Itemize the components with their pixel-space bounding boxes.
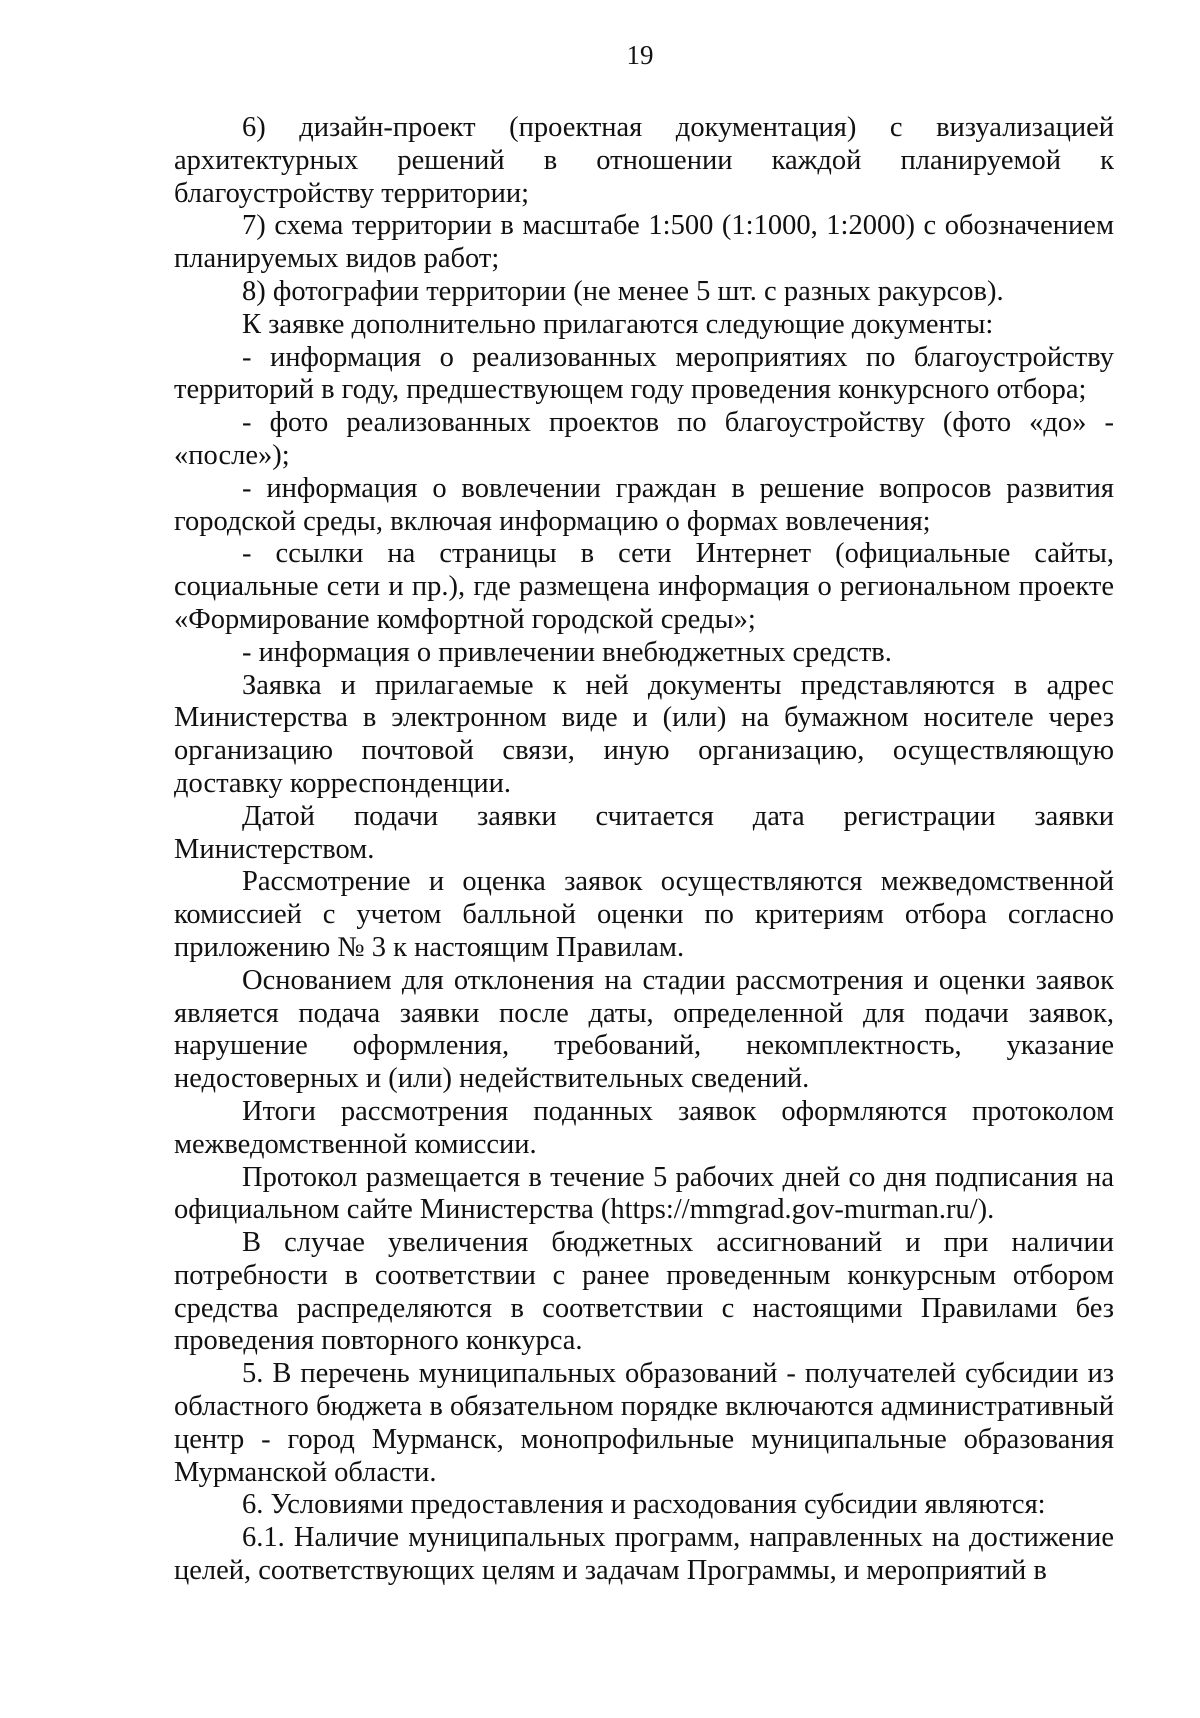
- paragraph-budget-increase: В случае увеличения бюджетных ассигнований и при наличии потребности в соответствии с ранее проведенным конкурсным отбором средства распределяются в соответствии с настоящими Правилами без проведения повторного конкурса.: [174, 1227, 1114, 1357]
- list-item-internet-links: - ссылки на страницы в сети Интернет (официальные сайты, социальные сети и пр.), где размещена информация о региональном проекте «Формирование комфортной городской среды»;: [174, 538, 1114, 635]
- list-item-implemented-activities: - информация о реализованных мероприятиях по благоустройству территорий в году, предшествующем году проведения конкурсного отбора;: [174, 341, 1114, 406]
- paragraph-application-submission: Заявка и прилагаемые к ней документы представляются в адрес Министерства в электронном виде и (или) на бумажном носителе через организацию почтовой связи, иную организацию, осуществляющую доставку корреспонденции.: [174, 669, 1114, 799]
- paragraph-item-8-photos: 8) фотографии территории (не менее 5 шт. с разных ракурсов).: [242, 275, 1004, 307]
- paragraph-item-6-design-project: 6) дизайн-проект (проектная документация) с визуализацией архитектурных решений в отношении каждой планируемой к благоустройству территории;: [174, 112, 1114, 209]
- paragraph-review-results: Итоги рассмотрения поданных заявок оформляются протоколом межведомственной комиссии.: [174, 1095, 1114, 1160]
- paragraph-item-6-conditions: 6. Условиями предоставления и расходования субсидии являются:: [242, 1489, 1046, 1521]
- document-body: [174, 112, 1114, 1588]
- paragraph-submission-date: Датой подачи заявки считается дата регистрации заявки Министерством.: [174, 800, 1114, 865]
- paragraph-item-5-recipients: 5. В перечень муниципальных образований - получателей субсидии из областного бюджета в обязательном порядке включаются административный центр - город Мурманск, монопрофильные муниципальные образования Мурманской области.: [174, 1358, 1114, 1488]
- paragraph-rejection-grounds: Основанием для отклонения на стадии рассмотрения и оценки заявок является подача заявки после даты, определенной для подачи заявок, нарушение оформления, требований, некомплектность, указание недостоверных и (или) недействительных сведений.: [174, 964, 1114, 1095]
- list-item-citizen-involvement: - информация о вовлечении граждан в решение вопросов развития городской среды, включая информацию о формах вовлечения;: [174, 472, 1114, 537]
- list-item-extrabudgetary-funds: - информация о привлечении внебюджетных средств.: [242, 636, 892, 668]
- paragraph-item-7-territory-scheme: 7) схема территории в масштабе 1:500 (1:1000, 1:2000) с обозначением планируемых видов работ;: [174, 210, 1114, 275]
- paragraph-item-6-1-municipal-programs: 6.1. Наличие муниципальных программ, направленных на достижение целей, соответствующих целям и задачам Программы, и мероприятий в: [174, 1522, 1114, 1587]
- paragraph-review-evaluation: Рассмотрение и оценка заявок осуществляются межведомственной комиссией с учетом балльной оценки по критериям отбора согласно приложению № 3 к настоящим Правилам.: [174, 866, 1114, 963]
- list-item-before-after-photos: - фото реализованных проектов по благоустройству (фото «до» - «после»);: [174, 407, 1114, 471]
- paragraph-additional-documents: К заявке дополнительно прилагаются следующие документы:: [242, 308, 994, 340]
- paragraph-protocol-publication: Протокол размещается в течение 5 рабочих дней со дня подписания на официальном сайте Министерства (https://mmgrad.gov-murman.ru/).: [174, 1161, 1114, 1226]
- page-number: 19: [626, 40, 654, 70]
